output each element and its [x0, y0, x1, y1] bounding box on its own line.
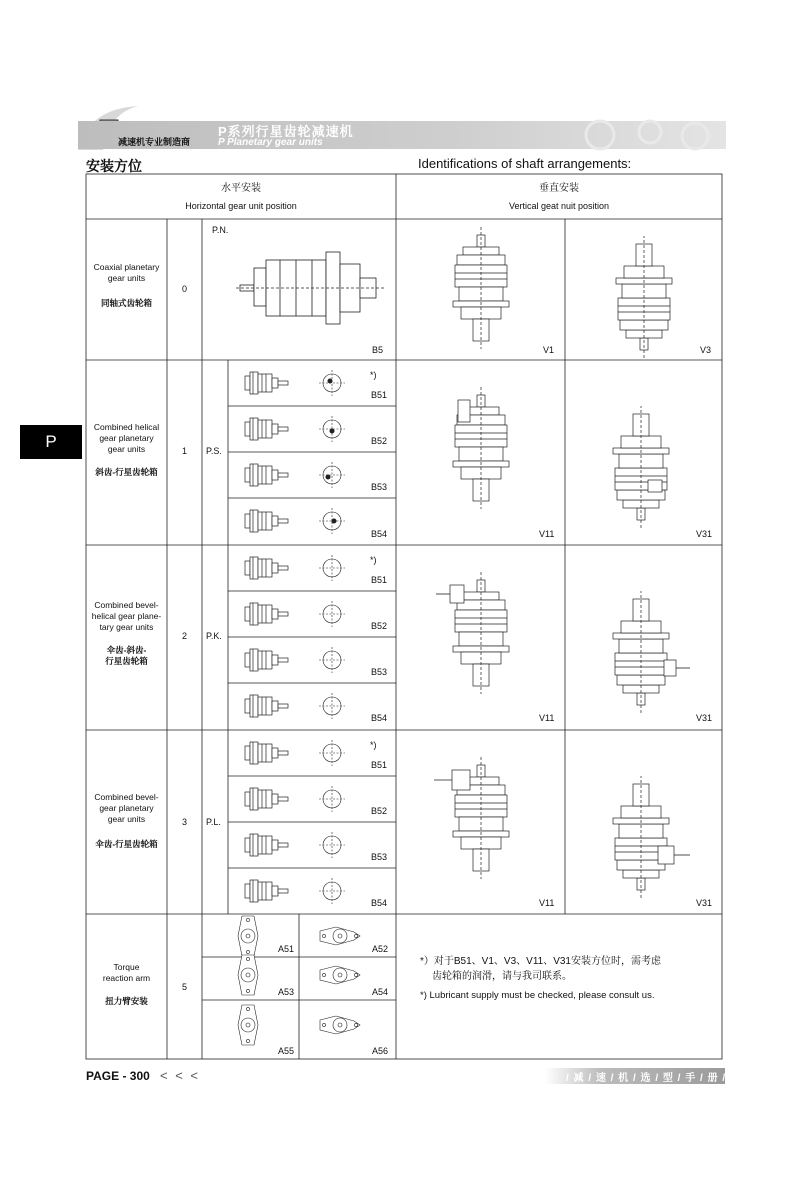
arm-a53: A53 — [278, 987, 295, 997]
row5-num: 5 — [181, 982, 187, 992]
row2-num: 2 — [181, 631, 187, 641]
row2-b51: B51 — [371, 575, 388, 585]
horizontal-header-cn: 水平安装 — [221, 183, 261, 194]
header-title-cn: P系列行星齿轮减速机 — [218, 124, 354, 139]
arm-a51: A51 — [278, 944, 295, 954]
horizontal-header-en: Horizontal gear unit position — [185, 201, 297, 211]
row0-type: P.N. — [212, 225, 229, 235]
row1-asterisk: *) — [370, 370, 377, 380]
row3-b52: B52 — [371, 806, 388, 816]
row3-asterisk: *) — [370, 740, 377, 750]
header-title-en: P Planetary gear units — [218, 137, 323, 148]
footer-page-number: PAGE - 300 — [86, 1069, 150, 1083]
note-en: *) Lubricant supply must be checked, please consult us. — [420, 990, 655, 1001]
row1-v11: V11 — [539, 529, 555, 539]
row0-desc: Coaxial planetary gear units 同轴式齿轮箱 — [93, 262, 160, 308]
section-title-en: Identifications of shaft arrangements: — [418, 156, 632, 171]
row1-b51: B51 — [371, 390, 388, 400]
header-maker: 减速机专业制造商 — [118, 137, 191, 147]
row0-v3: V3 — [700, 345, 712, 355]
side-tab-p: P — [20, 425, 82, 459]
vertical-header-cn: 垂直安装 — [539, 183, 579, 194]
row2-b53: B53 — [371, 667, 388, 677]
row1-b54: B54 — [371, 529, 388, 539]
row1-type: P.S. — [206, 446, 222, 456]
row2-b52: B52 — [371, 621, 388, 631]
row1-v31: V31 — [696, 529, 713, 539]
row3-v11: V11 — [539, 898, 555, 908]
row0-num: 0 — [181, 284, 187, 294]
row5-desc: Torque reaction arm 扭力臂安装 — [102, 962, 151, 1006]
row1-b52: B52 — [371, 436, 388, 446]
row3-desc: Combined bevel- gear planetary gear units 伞齿-行星齿轮箱 — [94, 792, 159, 849]
footer-arrows: < < < — [160, 1068, 200, 1083]
footer-manual-title: / 减 / 速 / 机 / 选 / 型 / 手 / 册 / — [566, 1073, 727, 1084]
row0-b5: B5 — [372, 345, 384, 355]
vertical-header-en: Vertical geat nuit position — [508, 201, 610, 211]
row2-type: P.K. — [206, 631, 222, 641]
arm-a54: A54 — [372, 987, 389, 997]
arm-a56: A56 — [372, 1046, 389, 1056]
arm-a55: A55 — [278, 1046, 295, 1056]
row1-num: 1 — [181, 446, 187, 456]
arm-a52: A52 — [372, 944, 389, 954]
row1-b53: B53 — [371, 482, 388, 492]
row2-asterisk: *) — [370, 555, 377, 565]
row3-b51: B51 — [371, 760, 388, 770]
row3-num: 3 — [181, 817, 187, 827]
row3-type: P.L. — [206, 817, 221, 827]
row3-b54: B54 — [371, 898, 388, 908]
row2-v31: V31 — [696, 713, 713, 723]
row2-v11: V11 — [539, 713, 555, 723]
row3-b53: B53 — [371, 852, 388, 862]
section-title-cn: 安装方位 — [86, 158, 142, 174]
row1-desc: Combined helical gear planetary gear units 斜齿-行星齿轮箱 — [93, 422, 160, 477]
row3-v31: V31 — [696, 898, 713, 908]
note-cn: *）对于B51、V1、V3、V11、V31安装方位时，需考虑 齿轮箱的润滑，请与我司联系。 — [420, 956, 661, 982]
row2-b54: B54 — [371, 713, 388, 723]
row0-v1: V1 — [543, 345, 555, 355]
row2-desc: Combined bevel- helical gear plane- tary gear units 伞齿-斜齿- 行星齿轮箱 — [91, 600, 162, 666]
